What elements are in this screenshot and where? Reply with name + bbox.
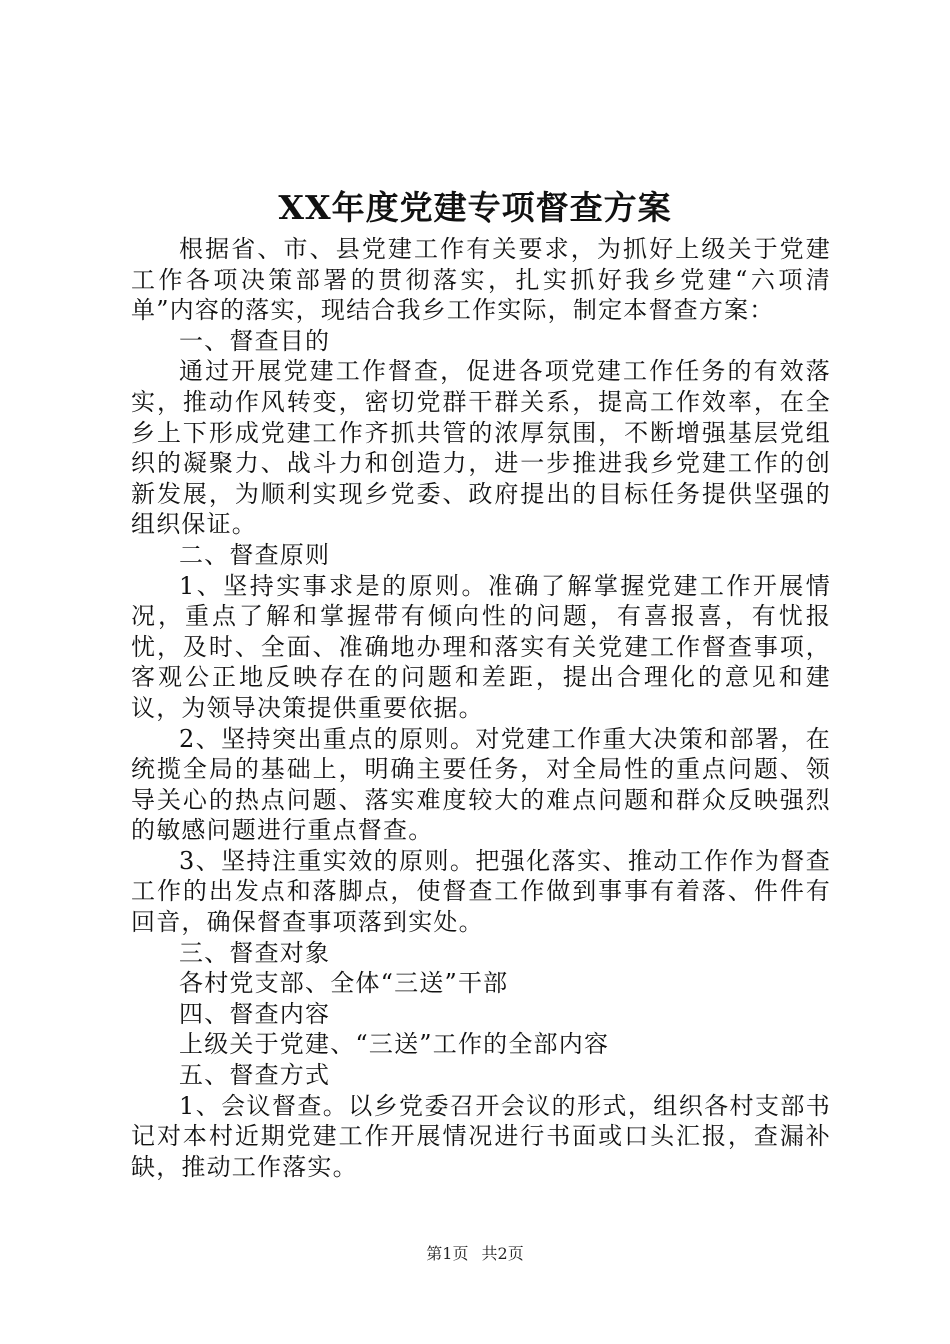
- section-heading-methods: 五、督查方式: [179, 1061, 331, 1090]
- document-body: [131, 234, 831, 1182]
- paragraph-method-1: 1、会议督查。以乡党委召开会议的形式，组织各村支部书记对本村近期党建工作开展情况进行书面或口头汇报，查漏补缺，推动工作落实。: [131, 1091, 831, 1181]
- document-title: XX年度党建专项督查方案: [278, 188, 672, 227]
- paragraph-intro: 根据省、市、县党建工作有关要求，为抓好上级关于党建工作各项决策部署的贯彻落实，扎实抓好我乡党建“六项清单”内容的落实，现结合我乡工作实际，制定本督查方案：: [131, 235, 831, 325]
- paragraph-purpose: 通过开展党建工作督查，促进各项党建工作任务的有效落实，推动作风转变，密切党群干群关系，提高工作效率，在全乡上下形成党建工作齐抓共管的浓厚氛围，不断增强基层党组织的凝聚力、战斗力和创造力，进一步推进我乡党建工作的创新发展，为顺利实现乡党委、政府提出的目标任务提供坚强的组织保证。: [131, 357, 831, 539]
- section-heading-targets: 三、督查对象: [179, 938, 331, 967]
- page-number-total: 共2页: [481, 1244, 524, 1263]
- paragraph-principle-3: 3、坚持注重实效的原则。把强化落实、推动工作作为督查工作的出发点和落脚点，使督查工作做到事事有着落、件件有回音，确保督查事项落到实处。: [131, 846, 831, 937]
- section-heading-purpose: 一、督查目的: [179, 326, 331, 355]
- section-heading-principles: 二、督查原则: [179, 540, 331, 569]
- paragraph-principle-1: 1、坚持实事求是的原则。准确了解掌握党建工作开展情况，重点了解和掌握带有倾向性的问题，有喜报喜，有忧报忧，及时、全面、准确地办理和落实有关党建工作督查事项，客观公正地反映存在的问题和差距，提出合理化的意见和建议，为领导决策提供重要依据。: [131, 571, 831, 722]
- page-number-current: 第1页: [426, 1244, 469, 1263]
- paragraph-targets: 各村党支部、全体“三送”干部: [179, 969, 509, 998]
- paragraph-content: 上级关于党建、“三送”工作的全部内容: [179, 1030, 610, 1059]
- paragraph-principle-2: 2、坚持突出重点的原则。对党建工作重大决策和部署，在统揽全局的基础上，明确主要任务，对全局性的重点问题、领导关心的热点问题、落实难度较大的难点问题和群众反映强烈的敏感问题进行重点督查。: [131, 724, 831, 845]
- section-heading-content: 四、督查内容: [179, 999, 331, 1028]
- page-footer: [0, 1243, 950, 1265]
